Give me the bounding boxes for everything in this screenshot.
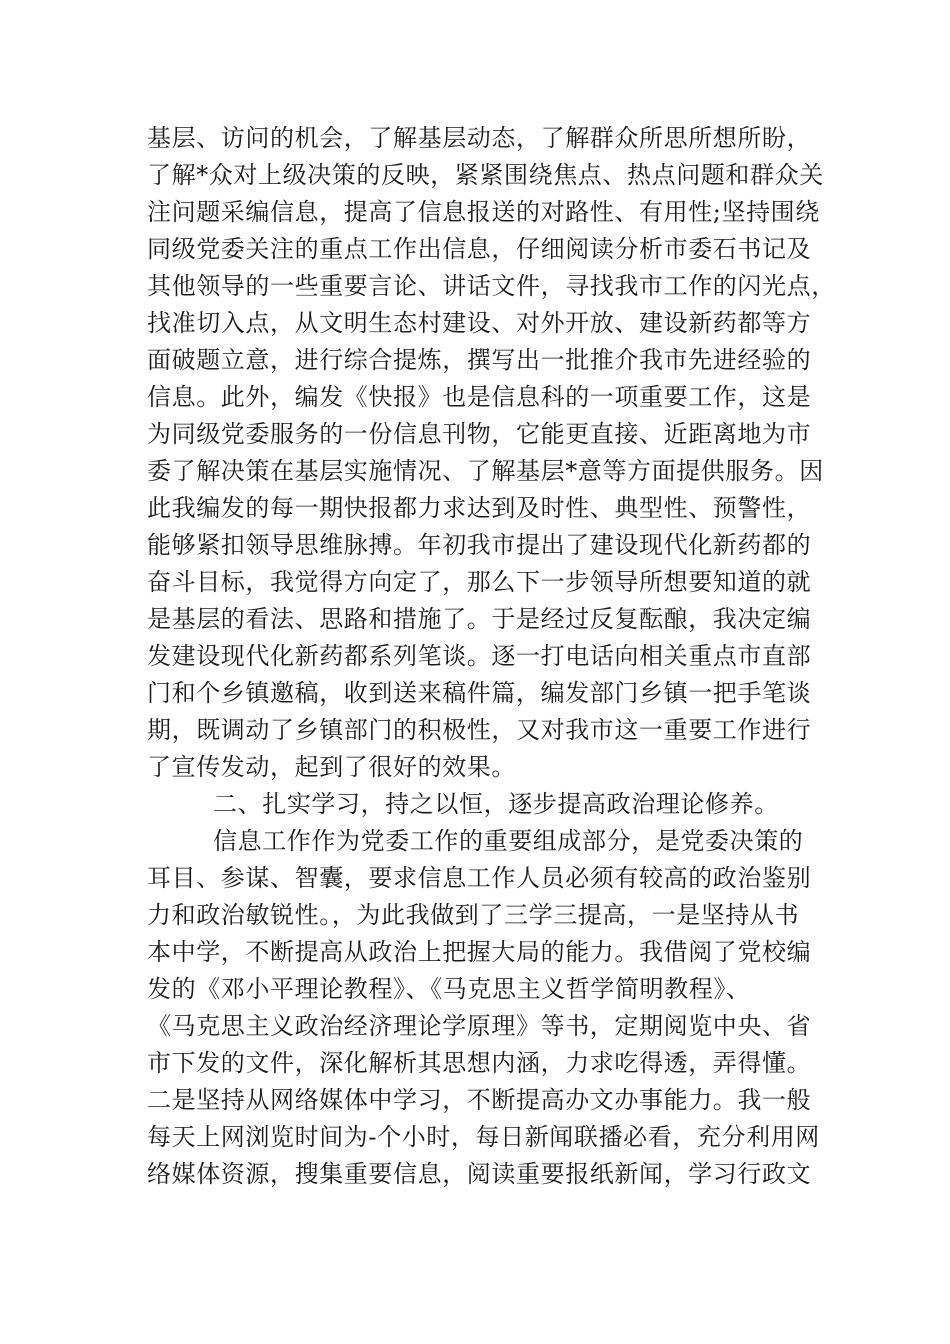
paragraph-line: 其他领导的一些重要言论、讲话文件，寻找我市工作的闪光点， — [147, 272, 836, 300]
section-heading: 二、扎实学习，持之以恒，逐步提高政治理论修养。 — [213, 790, 779, 818]
paragraph-line: 找准切入点，从文明生态村建设、对外开放、建设新药都等方 — [147, 309, 812, 337]
paragraph-line: 为同级党委服务的一份信息刊物，它能更直接、近距离地为市 — [147, 420, 812, 448]
paragraph-line: 力和政治敏锐性。，为此我做到了三学三提高，一是坚持从书 — [147, 901, 800, 929]
paragraph-line: 每天上网浏览时间为-个小时，每日新闻联播必看，充分利用网 — [147, 1123, 820, 1151]
paragraph-line: 同级党委关注的重点工作出信息，仔细阅读分析市委石书记及 — [147, 235, 812, 263]
paragraph-line: 发建设现代化新药都系列笔谈。逐一打电话向相关重点市直部 — [147, 642, 812, 670]
paragraph-line: 是基层的看法、思路和措施了。于是经过反复酝酿，我决定编 — [147, 605, 812, 633]
paragraph-line: 委了解决策在基层实施情况、了解基层*意等方面提供服务。因 — [147, 457, 824, 485]
paragraph-line: 络媒体资源，搜集重要信息，阅读重要报纸新闻，学习行政文 — [147, 1160, 812, 1188]
paragraph-line: 市下发的文件，深化解析其思想内涵，力求吃得透，弄得懂。 — [147, 1049, 812, 1077]
paragraph-line: 了宣传发动，起到了很好的效果。 — [147, 753, 516, 781]
paragraph-line: 信息。此外，编发《快报》也是信息科的一项重要工作，这是 — [147, 383, 812, 411]
paragraph-line: 奋斗目标，我觉得方向定了，那么下一步领导所想要知道的就 — [147, 568, 812, 596]
paragraph-line: 二是坚持从网络媒体中学习，不断提高办文办事能力。我一般 — [147, 1086, 812, 1114]
paragraph-line: 门和个乡镇邀稿，收到送来稿件篇，编发部门乡镇一把手笔谈 — [147, 679, 812, 707]
paragraph-line: 耳目、参谋、智囊，要求信息工作人员必须有较高的政治鉴别 — [147, 864, 812, 892]
paragraph-line: 了解*众对上级决策的反映，紧紧围绕焦点、热点问题和群众关 — [147, 161, 824, 189]
paragraph-line: 《马克思主义政治经济理论学原理》等书，定期阅览中央、省 — [147, 1012, 812, 1040]
paragraph-line: 此我编发的每一期快报都力求达到及时性、典型性、预警性， — [147, 494, 812, 522]
paragraph-line: 信息工作作为党委工作的重要组成部分，是党委决策的 — [213, 827, 804, 855]
paragraph-line: 能够紧扣领导思维脉搏。年初我市提出了建设现代化新药都的 — [147, 531, 812, 559]
paragraph-line: 发的《邓小平理论教程》、《马克思主义哲学简明教程》、 — [147, 975, 751, 1003]
paragraph-line: 期，既调动了乡镇部门的积极性，又对我市这一重要工作进行 — [147, 716, 812, 744]
paragraph-line: 注问题采编信息，提高了信息报送的对路性、有用性;坚持围绕 — [147, 198, 820, 226]
paragraph-line: 面破题立意，进行综合提炼，撰写出一批推介我市先进经验的 — [147, 346, 812, 374]
paragraph-line: 基层、访问的机会，了解基层动态，了解群众所思所想所盼， — [147, 124, 812, 152]
paragraph-line: 本中学，不断提高从政治上把握大局的能力。我借阅了党校编 — [147, 938, 812, 966]
